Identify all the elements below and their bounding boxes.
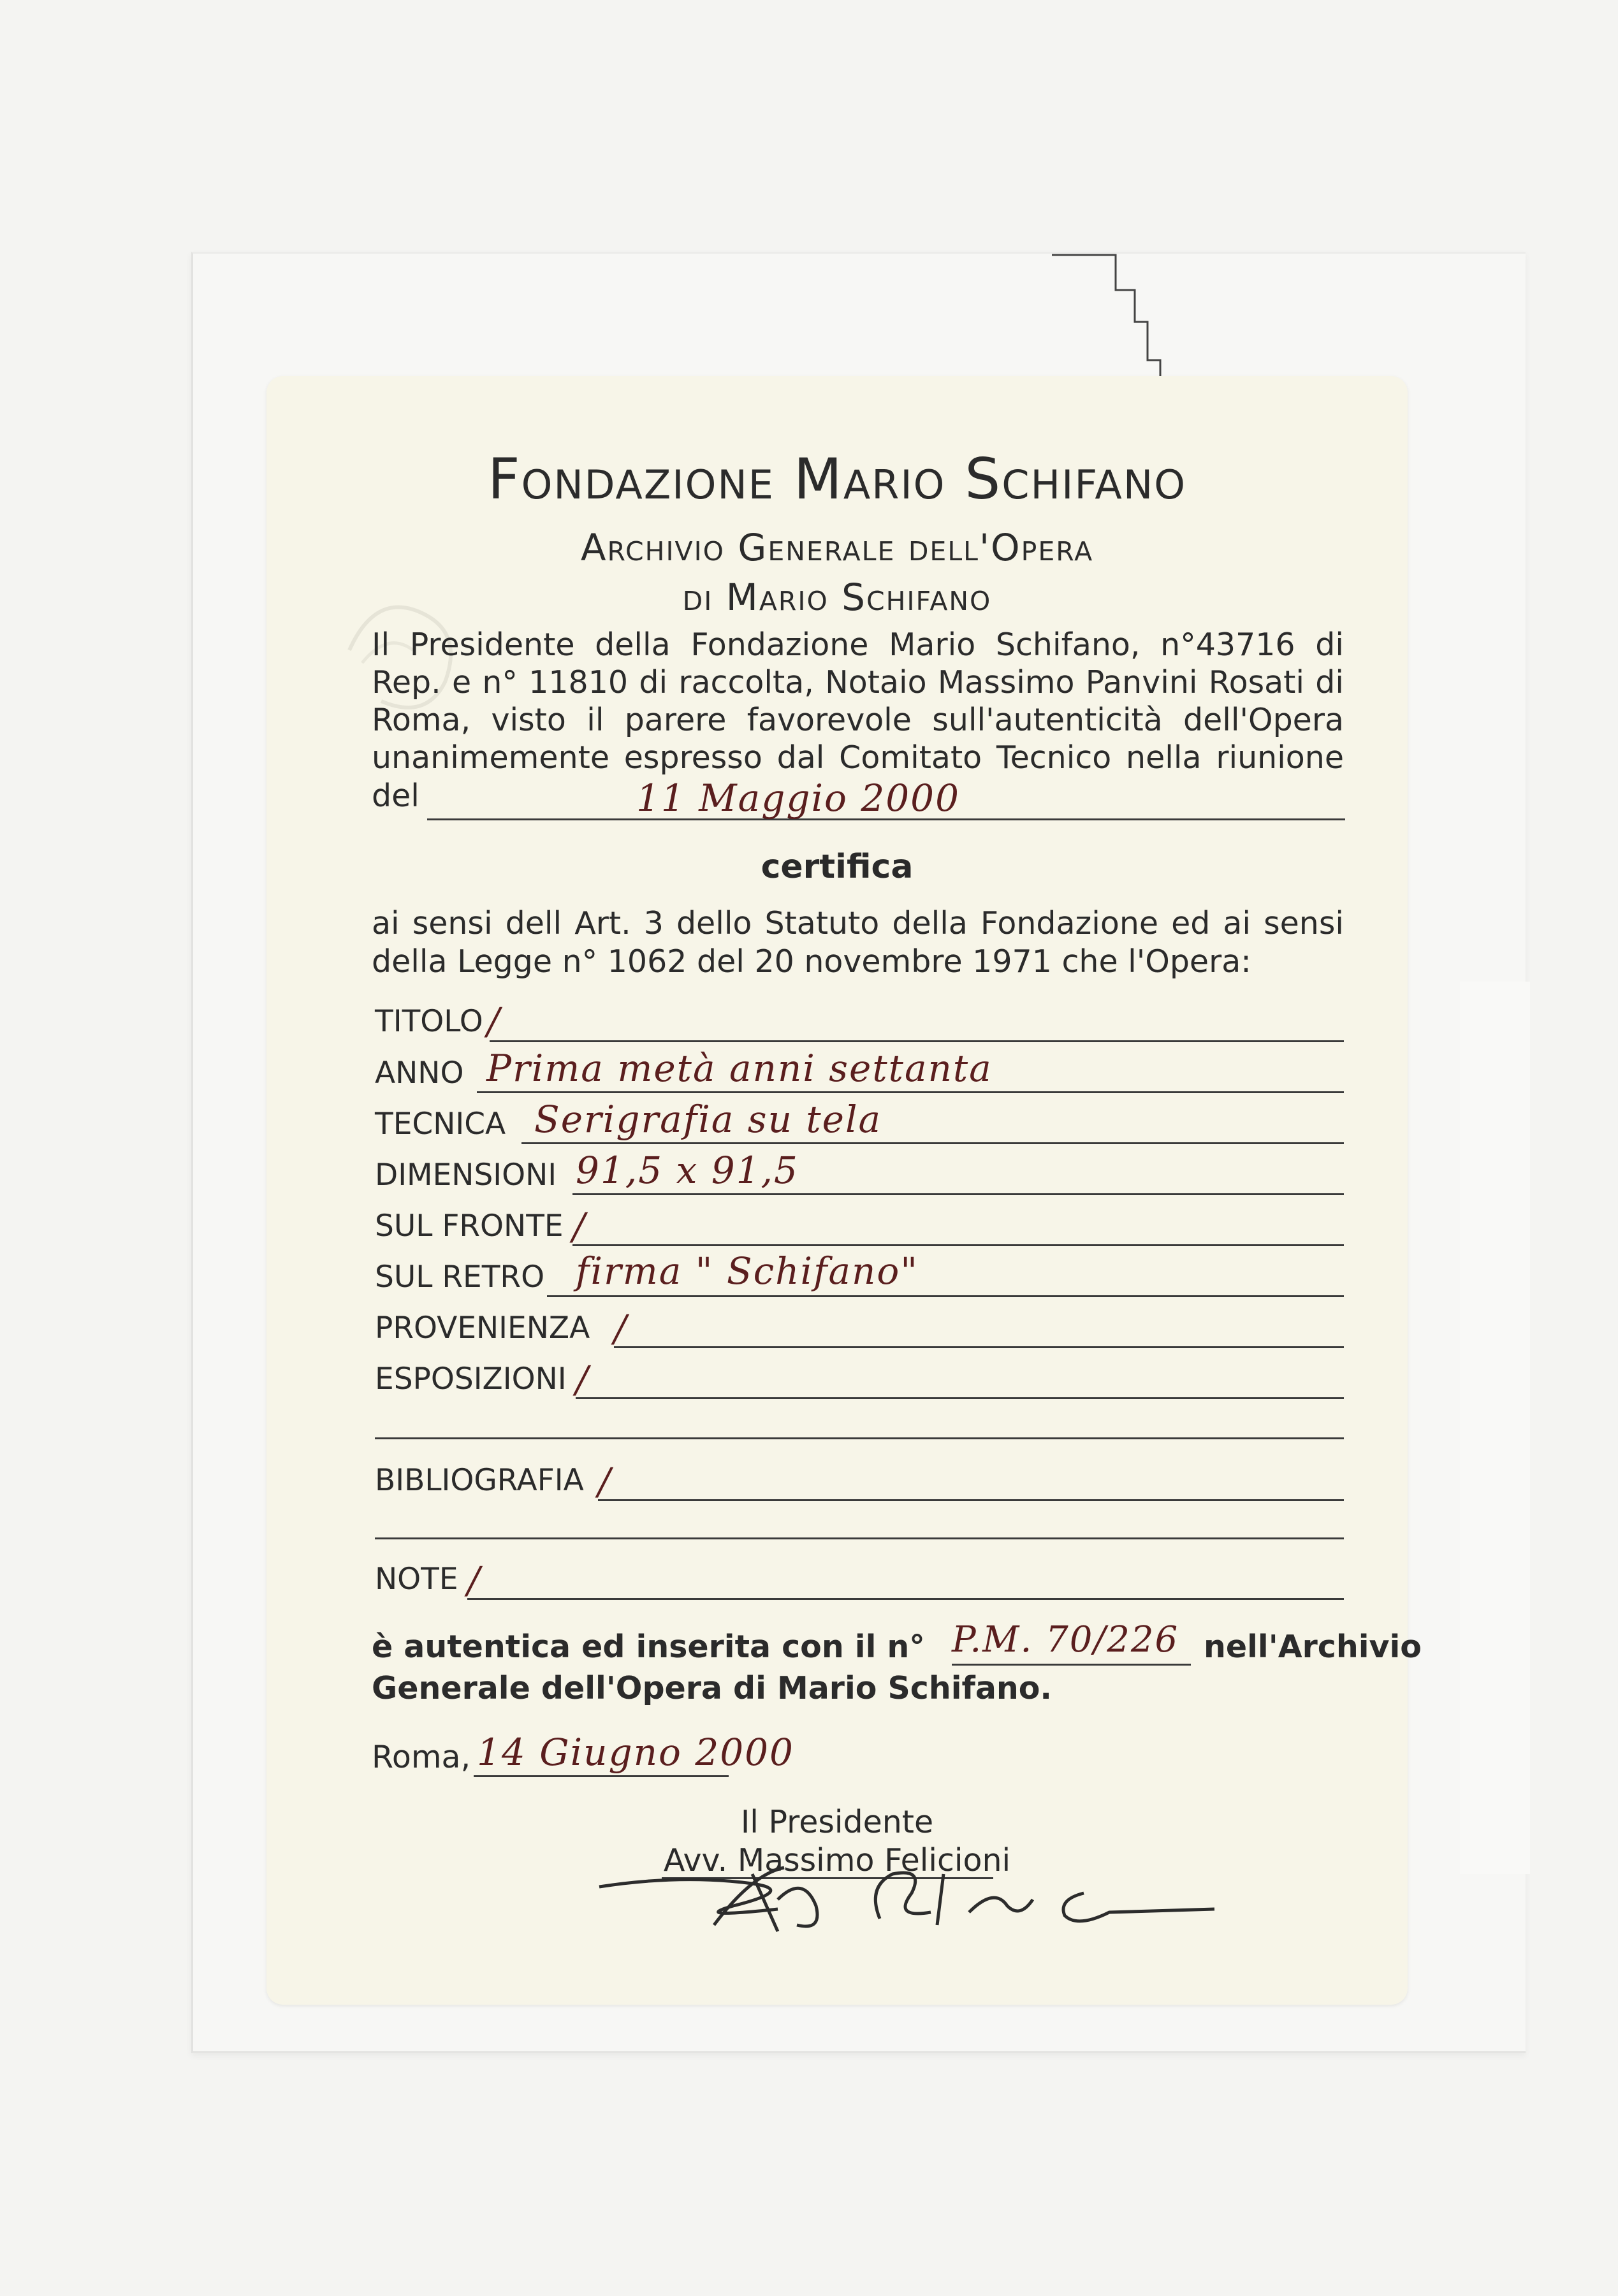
dimensioni-label: DIMENSIONI (375, 1158, 557, 1193)
sul-retro-label: SUL RETRO (375, 1260, 545, 1295)
provenienza-line (614, 1346, 1344, 1348)
provenienza-value: / (614, 1307, 628, 1350)
esposizioni-label: ESPOSIZIONI (375, 1362, 567, 1397)
esposizioni-extra-line (375, 1437, 1344, 1439)
signature-scribble-icon (587, 1849, 1224, 1976)
titolo-value: / (487, 999, 501, 1043)
intro-line-2: Rep. e n° 11810 di raccolta, Notaio Massimo Panvini Rosati di (372, 664, 1344, 701)
conclusion-line-1-post: nell'Archivio (1204, 1629, 1422, 1665)
dimensioni-line (572, 1193, 1344, 1195)
archive-subtitle-2: di Mario Schifano (682, 576, 992, 619)
note-value: / (467, 1559, 481, 1602)
certifica-heading: certifica (761, 848, 914, 886)
bibliografia-line (598, 1499, 1344, 1501)
anno-label: ANNO (375, 1056, 464, 1091)
intro-line-1: Il Presidente della Fondazione Mario Schifano, n°43716 di (372, 627, 1344, 663)
tecnica-value: Serigrafia su tela (534, 1098, 882, 1141)
place-date-line (474, 1775, 729, 1777)
sul-fronte-line (572, 1244, 1344, 1246)
certificate-card (266, 376, 1422, 2005)
intro-line-3: Roma, visto il parere favorevole sull'autenticità dell'Opera (372, 702, 1344, 738)
note-line (467, 1598, 1344, 1600)
esposizioni-line (576, 1397, 1344, 1399)
anno-value: Prima metà anni settanta (486, 1047, 993, 1090)
anno-line (477, 1091, 1344, 1093)
legal-line-2: della Legge n° 1062 del 20 novembre 1971 che l'Opera: (372, 943, 1251, 980)
sul-fronte-label: SUL FRONTE (375, 1209, 564, 1244)
signatory-title: Il Presidente (740, 1804, 934, 1840)
signatory-name: Avv. Massimo Felicioni (663, 1842, 1011, 1878)
tecnica-line (521, 1142, 1344, 1144)
place-date-value: 14 Giugno 2000 (477, 1731, 794, 1774)
sul-fronte-value: / (572, 1205, 587, 1248)
provenienza-label: PROVENIENZA (375, 1311, 590, 1346)
bibliografia-value: / (598, 1460, 612, 1503)
intro-line-4: unanimemente espresso dal Comitato Tecnico nella riunione (372, 739, 1344, 776)
tecnica-label: TECNICA (375, 1107, 506, 1142)
mount-tab (1460, 982, 1530, 1874)
sul-retro-value: firma " Schifano" (576, 1249, 919, 1293)
place-label: Roma, (372, 1739, 471, 1775)
sul-retro-line (547, 1295, 1344, 1297)
esposizioni-value: / (576, 1358, 590, 1401)
titolo-line (490, 1040, 1344, 1042)
archive-number-line (952, 1664, 1191, 1666)
dimensioni-value: 91,5 x 91,5 (576, 1149, 799, 1192)
conclusion-line-2: Generale dell'Opera di Mario Schifano. (372, 1670, 1053, 1706)
conclusion-line-1-pre: è autentica ed inserita con il n° (372, 1629, 925, 1665)
meeting-date: 11 Maggio 2000 (636, 776, 960, 820)
foundation-name: Fondazione Mario Schifano (487, 446, 1187, 512)
legal-line-1: ai sensi dell Art. 3 dello Statuto della Fondazione ed ai sensi (372, 905, 1344, 941)
titolo-label: TITOLO (375, 1004, 483, 1039)
bibliografia-extra-line (375, 1537, 1344, 1539)
del-label: del (372, 778, 419, 814)
archive-subtitle-1: Archivio Generale dell'Opera (580, 526, 1094, 569)
archive-number: P.M. 70/226 (952, 1619, 1179, 1660)
bibliografia-label: BIBLIOGRAFIA (375, 1463, 584, 1498)
note-label: NOTE (375, 1562, 458, 1597)
